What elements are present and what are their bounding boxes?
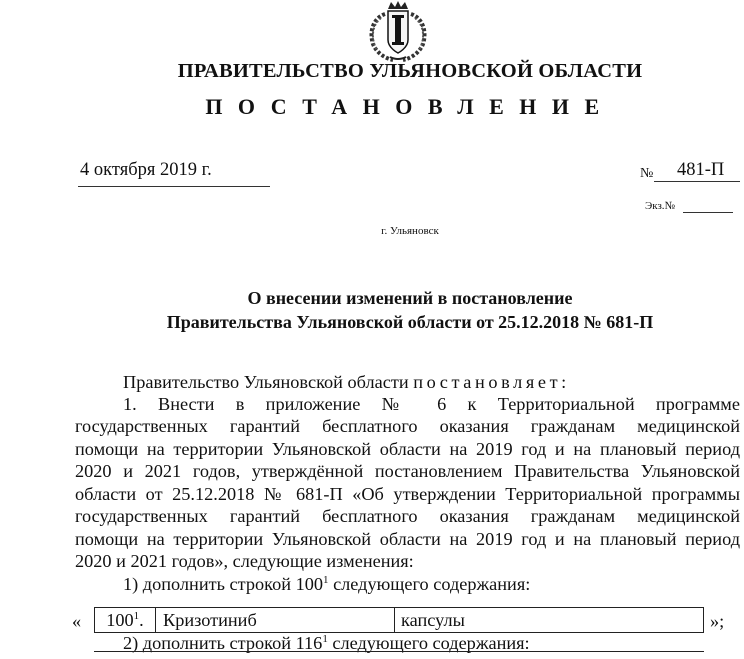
- item-2-text-end: следующего содержания:: [327, 633, 530, 653]
- intro-text: Правительство Ульяновской области: [123, 372, 409, 392]
- number-underline: [654, 181, 740, 182]
- copy-number-underline: [683, 212, 733, 213]
- document-subject: [0, 286, 744, 334]
- item-1-text-end: следующего содержания:: [328, 574, 531, 594]
- coat-of-arms-emblem: [357, 0, 439, 62]
- item-2-superscript: 1: [322, 632, 328, 645]
- copy-number-label: Экз.№: [645, 200, 676, 212]
- table-cell-form: капсулы: [401, 610, 465, 630]
- document-date: 4 октября 2019 г.: [80, 160, 212, 180]
- subject-line-2: Правительства Ульяновской области от 25.12.2018 № 681-П: [166, 312, 654, 332]
- paragraph-line: 1. Внести в приложение № 6 к Территориальной программе: [123, 394, 740, 414]
- row-code: 100: [106, 610, 134, 630]
- intro-spaced-word: постановляет:: [413, 372, 570, 392]
- document-type-title: ПОСТАНОВЛЕНИЕ: [205, 94, 615, 119]
- item-1-text: 1) дополнить строкой 100: [123, 574, 323, 594]
- next-table-top-border: [94, 651, 704, 652]
- amendment-item-1: [123, 574, 530, 595]
- subject-line-1: О внесении изменений в постановление: [247, 288, 573, 308]
- paragraph-line: 2020 и 2021 годов, утверждённой постановлением Правительства Ульяновской: [75, 461, 740, 481]
- paragraph-line: помощи на территории Ульяновской области на 2019 год и на плановый период: [75, 529, 740, 549]
- paragraph-line: области от 25.12.2018 № 681-П «Об утверждении Территориальной программы: [75, 484, 740, 504]
- intro-line: [123, 372, 570, 393]
- item-2-text: 2) дополнить строкой 116: [123, 633, 323, 653]
- document-number: 481-П: [677, 160, 725, 180]
- inserted-table-row: [94, 607, 704, 633]
- paragraph-line: государственных гарантий бесплатного оказания гражданам медицинской: [75, 416, 740, 436]
- row-code-superscript: 1: [133, 609, 140, 622]
- row-code-dot: .: [139, 610, 144, 630]
- item-1-superscript: 1: [323, 573, 329, 586]
- table-cell-code: [95, 608, 156, 632]
- government-name: ПРАВИТЕЛЬСТВО УЛЬЯНОВСКОЙ ОБЛАСТИ: [177, 60, 643, 82]
- number-sign: №: [640, 166, 654, 181]
- closing-quote: »;: [710, 611, 725, 631]
- paragraph-line: помощи на территории Ульяновской области на 2019 год и на плановый период: [75, 439, 740, 459]
- city-name: г. Ульяновск: [381, 225, 439, 237]
- paragraph-line: государственных гарантий бесплатного оказания гражданам медицинской: [75, 506, 740, 526]
- opening-quote: «: [72, 611, 82, 631]
- table-cell-drug: Кризотиниб: [155, 608, 395, 632]
- paragraph-last-line: 2020 и 2021 годов», следующие изменения:: [75, 551, 414, 571]
- date-underline: [78, 186, 270, 187]
